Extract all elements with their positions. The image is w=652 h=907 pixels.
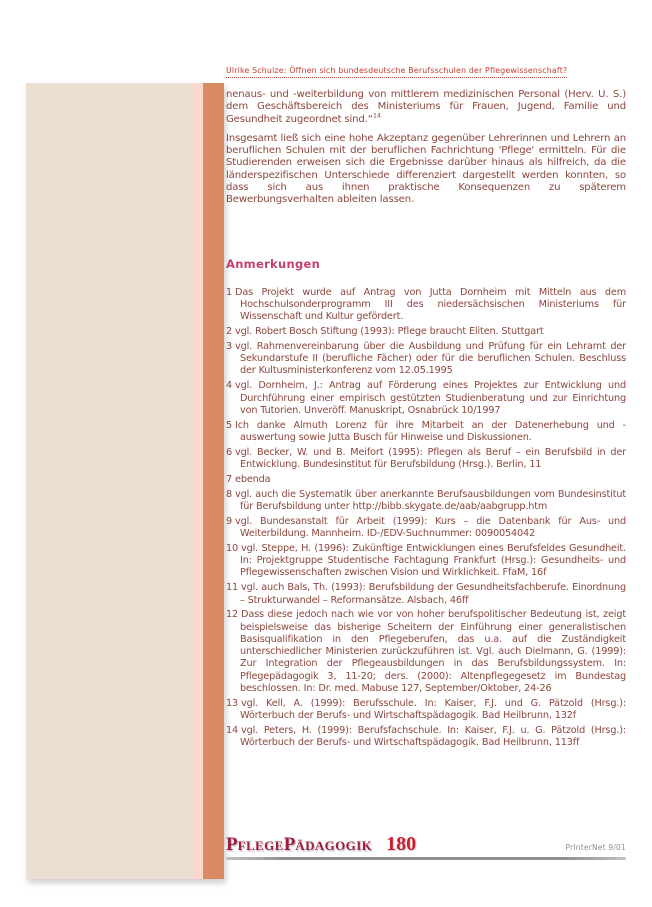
margin-decoration-bar — [26, 83, 224, 879]
footnote-item — [226, 725, 626, 750]
footnote-reference: 14 — [372, 111, 381, 120]
footnote-text: vgl. Rahmenvereinbarung über die Ausbildung und Prüfung für ein Lehramt der Sekundarstufe II (berufliche Fächer) oder für die beruflichen Schulen. Beschluss der Kultusministerkonferenz vom 12.05.1995 — [235, 340, 626, 377]
footnote-item — [226, 609, 626, 695]
footnote-number: 1 — [226, 286, 233, 298]
footnote-text: vgl. Peters, H. (1999): Berufsfachschule. In: Kaiser, F.J. u. G. Pätzold (Hrsg.): Wörterbuch der Berufs- und Wirtschaftspädagogik. Bad Heilbrunn, 113ff — [240, 724, 626, 749]
logo-caps: FLEGE — [237, 838, 284, 853]
issue-label: PrInterNet 9/01 — [565, 843, 626, 852]
footer-row — [226, 833, 626, 856]
footnote-item — [226, 516, 626, 541]
footnotes-list — [226, 287, 626, 750]
footer-rule — [226, 857, 626, 860]
footnote-number: 5 — [226, 419, 233, 431]
footnote-text: Das Projekt wurde auf Antrag von Jutta Dornheim mit Mitteln aus dem Hochschulsonderprogramm III des niedersächsischen Ministeriums für Wissenschaft und Kultur gefördert. — [235, 286, 626, 323]
footnote-text: vgl. Steppe, H. (1996): Zukünftige Entwicklungen eines Berufsfeldes Gesundheit. In: Projektgruppe Studentische Fachtagung Frankfurt (Hrsg.): Gesundheits- und Pflegewissenschaften zwischen Vision und Wirklichkeit. FfaM, 16f — [240, 542, 626, 579]
footnote-item — [226, 287, 626, 324]
footnote-text: Ich danke Almuth Lorenz für ihre Mitarbeit an der Datenerhebung und -auswertung sowie Jutta Busch für Hinweise und Diskussionen. — [235, 419, 626, 443]
journal-logo — [226, 834, 372, 856]
footnote-number: 12 — [226, 609, 239, 621]
footnote-item — [226, 474, 626, 486]
footnote-number: 4 — [226, 380, 233, 392]
paragraph-continuation — [226, 89, 626, 126]
page-number: 180 — [386, 833, 417, 855]
footnote-text: vgl. Kell, A. (1999): Berufsschule. In: Kaiser, F.J. und G. Pätzold (Hrsg.): Wörterbuch der Berufs- und Wirtschaftspädagogik. Bad Heilbrunn, 132f — [240, 697, 626, 722]
page-footer — [226, 833, 626, 860]
footnote-item — [226, 582, 626, 607]
footnote-text: vgl. auch Bals, Th. (1993): Berufsbildung der Gesundheitsfachberufe. Einordnung – Strukturwandel – Reformansätze. Alsbach, 46ff — [240, 582, 626, 606]
notes-heading: Anmerkungen — [226, 256, 321, 271]
footnote-item — [226, 698, 626, 723]
sidebar-pink-strip — [193, 83, 203, 879]
footnote-item — [226, 543, 626, 580]
paragraph-text: nenaus- und -weiterbildung von mittlerem medizinischen Personal (Herv. U. S.) dem Geschäftsbereich des Ministeriums für Frauen, Jugend, Familie und Gesundheit zugeordnet sind.“ — [226, 89, 626, 125]
logo-initial: P — [226, 834, 238, 855]
footnote-text: Dass diese jedoch nach wie vor von hoher berufspolitischer Bedeutung ist, zeigt beispielsweise das bisherige Scheitern der Einführung einer generalistischen Basisqualifikation in den Pflegeberufen, das u.a. auf die Zuständigkeit unterschiedlicher Ministerien zurückzuführen ist. Vgl. auch Dielmann, G. (1999): Zur Integration der Pflegeausbildungen in das Berufsbildungssystem. In: Pflegepädagogik 3, 11-20; ders. (2000): Altenpflegegesetz im Bundestag beschlossen. In: Dr. med. Mabuse 127, September/Oktober, 24-26 — [240, 609, 626, 695]
footnote-text: vgl. auch die Systematik über anerkannte Berufsausbildungen vom Bundesinstitut für Berufsbildung unter http://bibb.skygate.de/aab/aabgrupp.htm — [235, 488, 626, 512]
logo-word-paedagogik — [283, 834, 373, 855]
footnote-number: 7 — [226, 473, 233, 485]
sidebar-salmon-strip — [203, 83, 224, 879]
footnote-item — [226, 420, 626, 445]
article-column — [226, 58, 626, 752]
footnote-number: 14 — [226, 724, 239, 736]
logo-word-pflege — [226, 834, 284, 855]
footnote-item — [226, 341, 626, 378]
footnote-text: vgl. Bundesanstalt für Arbeit (1999): Kurs – die Datenbank für Aus- und Weiterbildung. Mannheim. ID-/EDV-Suchnummer: 0090054042 — [235, 515, 626, 540]
footnote-number: 11 — [226, 582, 239, 594]
footnote-number: 9 — [226, 515, 233, 527]
footnote-text: vgl. Becker, W. und B. Meifort (1995): Pflegen als Beruf – ein Berufsbild in der Entwicklung. Bundesinstitut für Berufsbildung (Hrsg.). Berlin, 11 — [235, 446, 626, 471]
footnote-number: 13 — [226, 697, 239, 709]
logo-initial: P — [283, 834, 296, 855]
footnote-text: vgl. Dornheim, J.: Antrag auf Förderung eines Projektes zur Entwicklung und Durchführung einer empirisch gestützten Studienberatung und zur Einrichtung von Tutorien. Unveröff. Manuskript, Osnabrück 10/1997 — [235, 380, 626, 416]
paragraph: Insgesamt ließ sich eine hohe Akzeptanz gegenüber Lehrerinnen und Lehrern an beruflichen Schulen mit der beruflichen Fachrichtung 'Pflege' ermitteln. Für die Studierenden erweisen sich die Ergebnisse darüber hinaus als hilfreich, da die länderspezifischen Unterschiede differenziert dargestellt werden konnten, so dass sich aus ihnen praktische Konsequenzen zu späterem Bewerbungsverhalten ableiten lassen. — [226, 132, 626, 206]
sidebar-beige-strip — [26, 83, 193, 879]
footnote-item — [226, 489, 626, 514]
footnote-number: 2 — [226, 326, 233, 338]
running-head: Ulrike Schulze: Öffnen sich bundesdeutsche Berufsschulen der Pflegewissenschaft? — [226, 66, 567, 78]
footnote-item — [226, 380, 626, 417]
footnote-text: vgl. Robert Bosch Stiftung (1993): Pflege braucht Eliten. Stuttgart — [235, 326, 544, 338]
footnote-number: 6 — [226, 446, 233, 458]
footnote-number: 10 — [226, 542, 239, 554]
footnote-text: ebenda — [235, 473, 271, 485]
footnote-item — [226, 326, 626, 338]
logo-caps: ÄDAGOGIK — [295, 838, 373, 853]
footnote-number: 3 — [226, 340, 233, 352]
footnote-number: 8 — [226, 488, 233, 500]
footnote-item — [226, 447, 626, 472]
